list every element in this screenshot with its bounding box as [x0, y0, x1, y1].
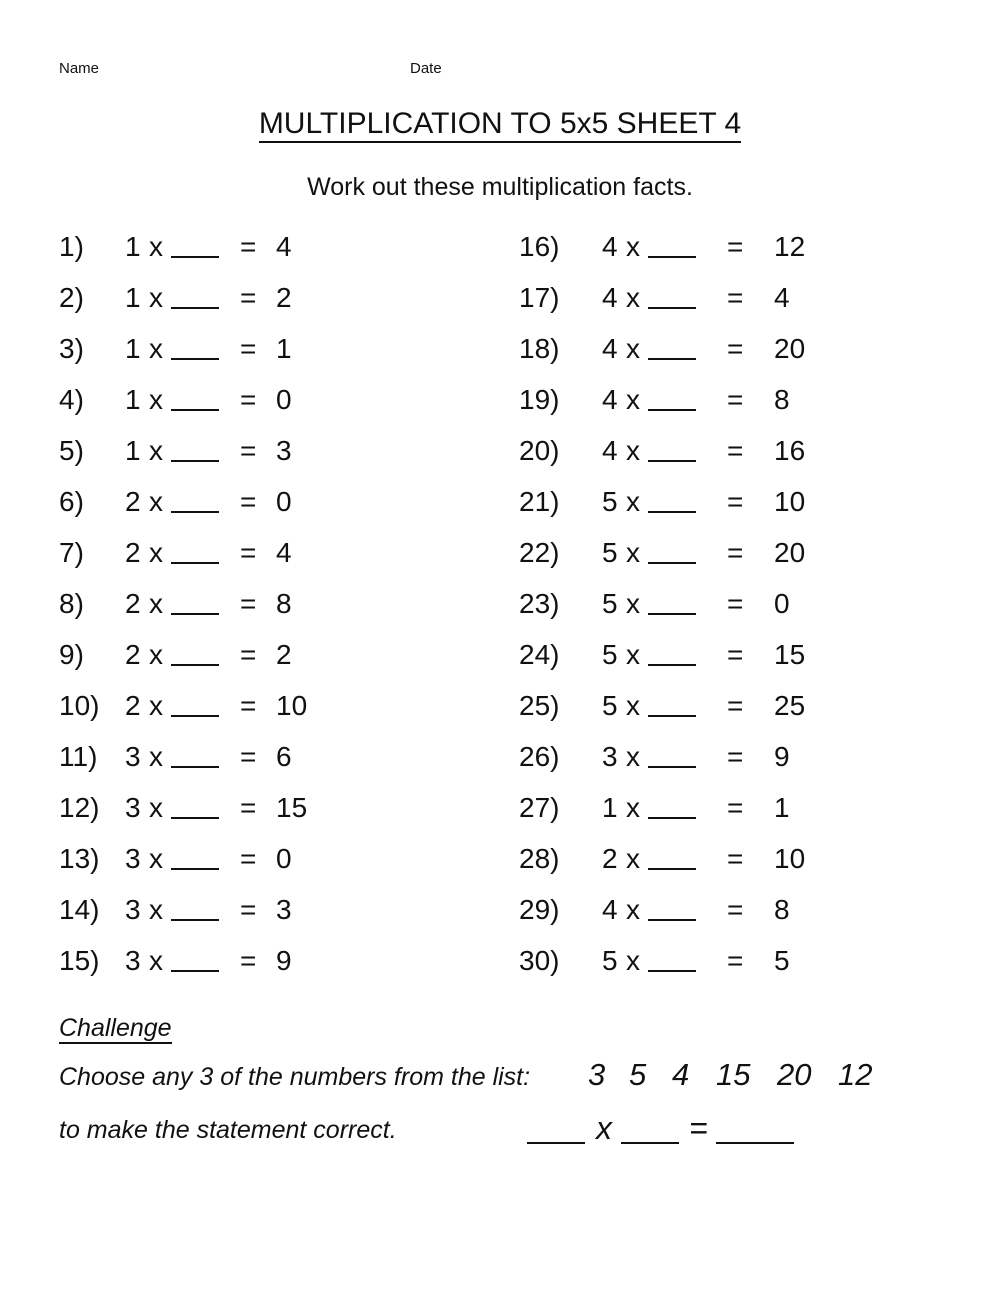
problem-product: 4	[276, 231, 292, 262]
problem-factor: 1	[125, 435, 141, 466]
problem-factor: 2	[125, 588, 141, 619]
problem-factor: 3	[125, 945, 141, 976]
answer-blank[interactable]	[171, 256, 219, 258]
problem-factor: 5	[602, 690, 618, 721]
answer-blank[interactable]	[648, 970, 696, 972]
problem-factor: 1	[125, 333, 141, 364]
equals-sign: =	[240, 639, 257, 670]
times-sign: x	[626, 537, 640, 568]
problem-product: 0	[276, 486, 292, 517]
problem-factor: 4	[602, 282, 618, 313]
problem-row	[519, 331, 939, 367]
answer-blank[interactable]	[648, 409, 696, 411]
problem-row	[59, 892, 479, 928]
problem-row	[59, 331, 479, 367]
equals-sign: =	[240, 333, 257, 364]
times-sign: x	[149, 486, 163, 517]
challenge-answer-blank-3[interactable]	[716, 1142, 794, 1144]
challenge-instruction-2: to make the statement correct.	[59, 1116, 397, 1144]
problem-number: 22)	[519, 537, 560, 568]
answer-blank[interactable]	[648, 868, 696, 870]
answer-blank[interactable]	[171, 766, 219, 768]
problem-product: 1	[276, 333, 292, 364]
problem-row	[519, 229, 939, 265]
equals-sign: =	[240, 894, 257, 925]
problem-factor: 3	[125, 741, 141, 772]
date-label: Date	[410, 60, 442, 77]
equals-sign: =	[240, 843, 257, 874]
answer-blank[interactable]	[171, 613, 219, 615]
answer-blank[interactable]	[648, 817, 696, 819]
times-sign: x	[149, 537, 163, 568]
problem-number: 3)	[59, 333, 84, 364]
problem-row	[59, 841, 479, 877]
answer-blank[interactable]	[171, 358, 219, 360]
challenge-number: 12	[838, 1057, 873, 1092]
times-sign: x	[626, 435, 640, 466]
equals-sign: =	[240, 945, 257, 976]
problem-factor: 1	[602, 792, 618, 823]
problem-product: 2	[276, 639, 292, 670]
times-sign: x	[626, 384, 640, 415]
problem-product: 9	[774, 741, 790, 772]
answer-blank[interactable]	[171, 307, 219, 309]
times-sign: x	[149, 792, 163, 823]
problem-factor: 2	[602, 843, 618, 874]
answer-blank[interactable]	[648, 562, 696, 564]
equals-sign: =	[727, 843, 744, 874]
times-sign: x	[626, 690, 640, 721]
answer-blank[interactable]	[648, 307, 696, 309]
times-sign: x	[626, 894, 640, 925]
answer-blank[interactable]	[171, 562, 219, 564]
name-label: Name	[59, 60, 100, 77]
problem-row	[59, 688, 479, 724]
problem-factor: 4	[602, 333, 618, 364]
answer-blank[interactable]	[648, 511, 696, 513]
challenge-heading-text: Challenge	[59, 1014, 172, 1042]
answer-blank[interactable]	[171, 409, 219, 411]
answer-blank[interactable]	[171, 460, 219, 462]
equals-sign: =	[240, 741, 257, 772]
problem-number: 24)	[519, 639, 560, 670]
problem-factor: 1	[125, 231, 141, 262]
instructions: Work out these multiplication facts.	[307, 173, 693, 201]
answer-blank[interactable]	[648, 256, 696, 258]
problem-number: 18)	[519, 333, 560, 364]
equals-sign: =	[240, 690, 257, 721]
problem-row	[519, 637, 939, 673]
times-sign: x	[149, 435, 163, 466]
problem-product: 8	[276, 588, 292, 619]
problem-product: 3	[276, 435, 292, 466]
answer-blank[interactable]	[648, 460, 696, 462]
problem-factor: 4	[602, 384, 618, 415]
problem-row	[59, 382, 479, 418]
answer-blank[interactable]	[171, 919, 219, 921]
problem-row	[519, 535, 939, 571]
problem-number: 12)	[59, 792, 100, 823]
problem-number: 6)	[59, 486, 84, 517]
problem-product: 25	[774, 690, 806, 721]
problem-product: 4	[276, 537, 292, 568]
problem-row	[519, 586, 939, 622]
equals-sign: =	[240, 537, 257, 568]
problem-number: 4)	[59, 384, 84, 415]
times-sign: x	[149, 741, 163, 772]
challenge-times-sign: x	[596, 1110, 612, 1146]
problem-row	[519, 739, 939, 775]
problem-row	[519, 943, 939, 979]
answer-blank[interactable]	[648, 766, 696, 768]
times-sign: x	[626, 486, 640, 517]
problem-row	[59, 790, 479, 826]
problem-row	[519, 892, 939, 928]
times-sign: x	[149, 384, 163, 415]
equals-sign: =	[727, 537, 744, 568]
problem-product: 15	[276, 792, 308, 823]
problem-row	[519, 382, 939, 418]
problem-factor: 2	[125, 537, 141, 568]
times-sign: x	[149, 588, 163, 619]
answer-blank[interactable]	[171, 868, 219, 870]
answer-blank[interactable]	[171, 715, 219, 717]
problem-row	[519, 688, 939, 724]
problem-number: 29)	[519, 894, 560, 925]
equals-sign: =	[727, 435, 744, 466]
challenge-number: 4	[672, 1057, 690, 1092]
problem-number: 16)	[519, 231, 560, 262]
problem-row	[59, 637, 479, 673]
problem-number: 2)	[59, 282, 84, 313]
problem-product: 10	[774, 486, 806, 517]
problem-factor: 4	[602, 435, 618, 466]
problem-row	[59, 433, 479, 469]
equals-sign: =	[727, 894, 744, 925]
times-sign: x	[149, 843, 163, 874]
problem-number: 8)	[59, 588, 84, 619]
equals-sign: =	[240, 231, 257, 262]
problem-number: 26)	[519, 741, 560, 772]
challenge-number: 5	[629, 1057, 647, 1092]
problem-product: 10	[774, 843, 806, 874]
equals-sign: =	[727, 384, 744, 415]
equals-sign: =	[727, 741, 744, 772]
problem-product: 0	[774, 588, 790, 619]
problem-factor: 5	[602, 588, 618, 619]
problem-product: 20	[774, 537, 806, 568]
times-sign: x	[626, 639, 640, 670]
problem-number: 23)	[519, 588, 560, 619]
answer-blank[interactable]	[648, 715, 696, 717]
problem-number: 10)	[59, 690, 100, 721]
problem-product: 8	[774, 384, 790, 415]
page-title	[0, 106, 1000, 142]
problem-product: 0	[276, 384, 292, 415]
problem-row	[59, 943, 479, 979]
equals-sign: =	[727, 690, 744, 721]
problem-factor: 5	[602, 537, 618, 568]
problem-product: 6	[276, 741, 292, 772]
problem-product: 20	[774, 333, 806, 364]
problem-product: 12	[774, 231, 806, 262]
problem-number: 20)	[519, 435, 560, 466]
answer-blank[interactable]	[171, 664, 219, 666]
equals-sign: =	[727, 945, 744, 976]
problem-number: 11)	[59, 741, 98, 772]
problem-number: 5)	[59, 435, 84, 466]
answer-blank[interactable]	[648, 613, 696, 615]
problem-factor: 3	[125, 894, 141, 925]
problem-factor: 2	[125, 486, 141, 517]
times-sign: x	[149, 894, 163, 925]
equals-sign: =	[240, 792, 257, 823]
problem-factor: 5	[602, 486, 618, 517]
problem-number: 27)	[519, 792, 560, 823]
problem-row	[59, 586, 479, 622]
times-sign: x	[149, 690, 163, 721]
problem-number: 14)	[59, 894, 100, 925]
problem-factor: 3	[125, 843, 141, 874]
challenge-answer-blank-1[interactable]	[527, 1142, 585, 1144]
problem-number: 25)	[519, 690, 560, 721]
problem-product: 16	[774, 435, 806, 466]
problem-product: 1	[774, 792, 790, 823]
problem-number: 21)	[519, 486, 560, 517]
problem-product: 0	[276, 843, 292, 874]
challenge-number: 3	[588, 1057, 606, 1092]
times-sign: x	[626, 333, 640, 364]
challenge-equals-sign: =	[689, 1110, 708, 1146]
times-sign: x	[626, 282, 640, 313]
problem-number: 28)	[519, 843, 560, 874]
equals-sign: =	[240, 486, 257, 517]
problem-product: 15	[774, 639, 806, 670]
problem-product: 10	[276, 690, 308, 721]
problem-factor: 2	[125, 639, 141, 670]
problem-product: 4	[774, 282, 790, 313]
challenge-heading	[59, 1012, 172, 1044]
page-title-text: MULTIPLICATION TO 5x5 SHEET 4	[259, 107, 741, 143]
answer-blank[interactable]	[648, 919, 696, 921]
answer-blank[interactable]	[648, 358, 696, 360]
problem-number: 17)	[519, 282, 560, 313]
problem-factor: 5	[602, 945, 618, 976]
times-sign: x	[149, 231, 163, 262]
times-sign: x	[149, 639, 163, 670]
problem-row	[59, 484, 479, 520]
equals-sign: =	[727, 486, 744, 517]
problem-number: 1)	[59, 231, 84, 262]
problem-number: 15)	[59, 945, 100, 976]
times-sign: x	[149, 945, 163, 976]
times-sign: x	[149, 282, 163, 313]
problem-number: 30)	[519, 945, 560, 976]
problem-row	[519, 280, 939, 316]
problem-row	[519, 841, 939, 877]
answer-blank[interactable]	[171, 511, 219, 513]
equals-sign: =	[727, 282, 744, 313]
problem-product: 9	[276, 945, 292, 976]
problem-factor: 4	[602, 231, 618, 262]
problem-row	[519, 484, 939, 520]
problem-factor: 2	[125, 690, 141, 721]
answer-blank[interactable]	[171, 817, 219, 819]
equals-sign: =	[240, 282, 257, 313]
equals-sign: =	[727, 333, 744, 364]
problem-row	[519, 790, 939, 826]
problem-product: 3	[276, 894, 292, 925]
answer-blank[interactable]	[648, 664, 696, 666]
challenge-instruction-1: Choose any 3 of the numbers from the list:	[59, 1063, 531, 1091]
times-sign: x	[626, 588, 640, 619]
problem-factor: 3	[125, 792, 141, 823]
problem-product: 2	[276, 282, 292, 313]
equals-sign: =	[727, 792, 744, 823]
problem-factor: 1	[125, 282, 141, 313]
answer-blank[interactable]	[171, 970, 219, 972]
times-sign: x	[626, 231, 640, 262]
times-sign: x	[626, 741, 640, 772]
problem-product: 8	[774, 894, 790, 925]
equals-sign: =	[727, 639, 744, 670]
challenge-answer-blank-2[interactable]	[621, 1142, 679, 1144]
problem-number: 7)	[59, 537, 84, 568]
equals-sign: =	[727, 588, 744, 619]
problem-row	[59, 229, 479, 265]
times-sign: x	[626, 945, 640, 976]
times-sign: x	[149, 333, 163, 364]
problem-number: 13)	[59, 843, 100, 874]
problem-number: 9)	[59, 639, 84, 670]
times-sign: x	[626, 843, 640, 874]
problem-factor: 4	[602, 894, 618, 925]
problem-factor: 5	[602, 639, 618, 670]
equals-sign: =	[727, 231, 744, 262]
times-sign: x	[626, 792, 640, 823]
problem-product: 5	[774, 945, 790, 976]
equals-sign: =	[240, 435, 257, 466]
problem-factor: 3	[602, 741, 618, 772]
problem-row	[59, 739, 479, 775]
problem-row	[59, 280, 479, 316]
equals-sign: =	[240, 588, 257, 619]
problem-factor: 1	[125, 384, 141, 415]
challenge-number: 15	[716, 1057, 751, 1092]
problem-row	[519, 433, 939, 469]
equals-sign: =	[240, 384, 257, 415]
problem-row	[59, 535, 479, 571]
challenge-number: 20	[777, 1057, 812, 1092]
problem-number: 19)	[519, 384, 560, 415]
